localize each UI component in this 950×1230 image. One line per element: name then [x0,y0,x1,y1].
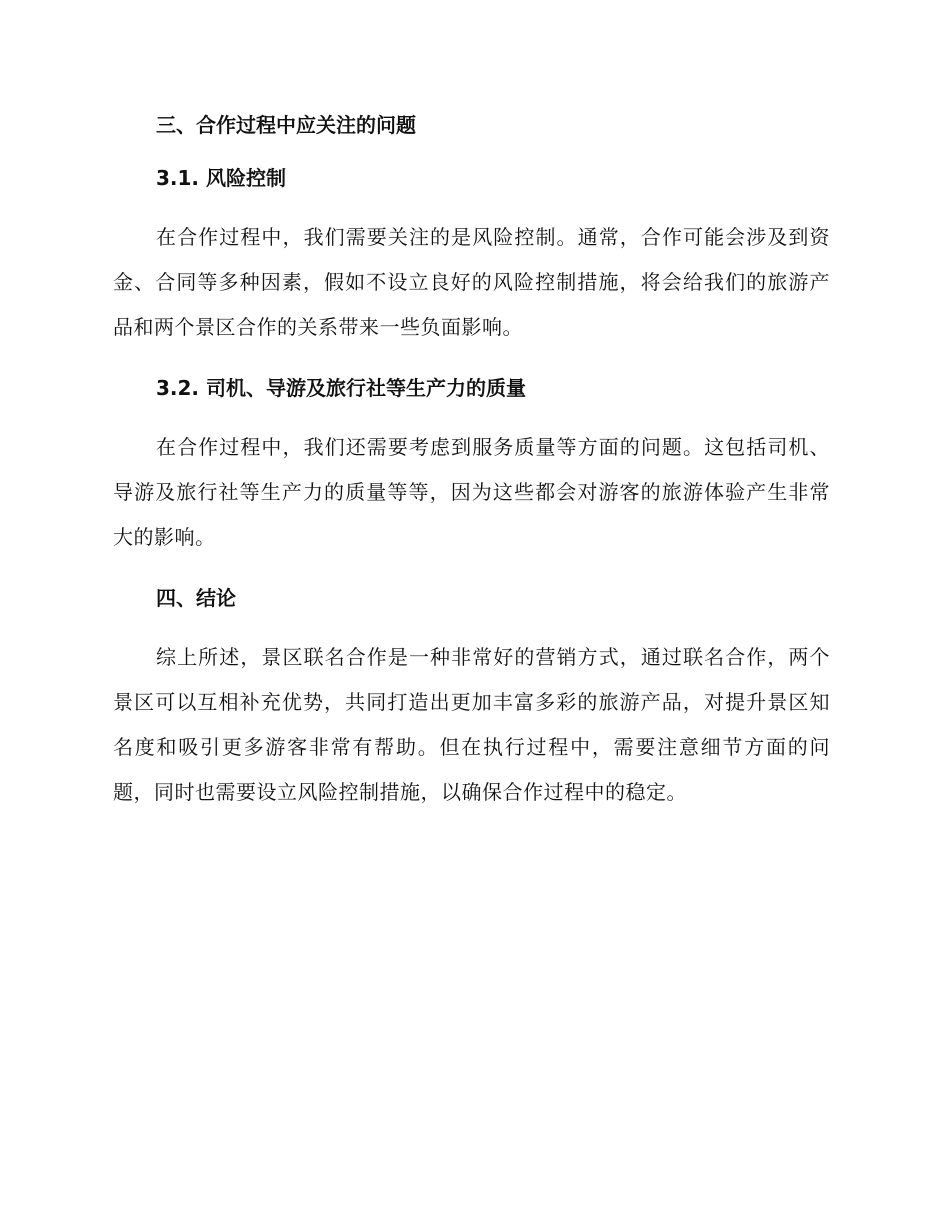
subsection-3-2-heading: 3.2. 司机、导游及旅行社等生产力的质量 [156,376,526,400]
section-4-heading: 四、结论 [156,586,236,610]
subsection-3-1-paragraph: 在合作过程中，我们需要关注的是风险控制。通常，合作可能会涉及到资金、合同等多种因素，假如不设立良好的风险控制措施，将会给我们的旅游产品和两个景区合作的关系带来一些负面影响。 [113,225,830,339]
section-4-paragraph: 综上所述，景区联名合作是一种非常好的营销方式，通过联名合作，两个景区可以互相补充优势，共同打造出更加丰富多彩的旅游产品，对提升景区知名度和吸引更多游客非常有帮助。但在执行过程中，需要注意细节方面的问题，同时也需要设立风险控制措施，以确保合作过程中的稳定。 [113,645,830,804]
section-3-heading: 三、合作过程中应关注的问题 [156,113,416,137]
subsection-3-1-heading: 3.1. 风险控制 [156,166,286,190]
subsection-3-2-paragraph: 在合作过程中，我们还需要考虑到服务质量等方面的问题。这包括司机、导游及旅行社等生产力的质量等等，因为这些都会对游客的旅游体验产生非常大的影响。 [113,435,830,549]
